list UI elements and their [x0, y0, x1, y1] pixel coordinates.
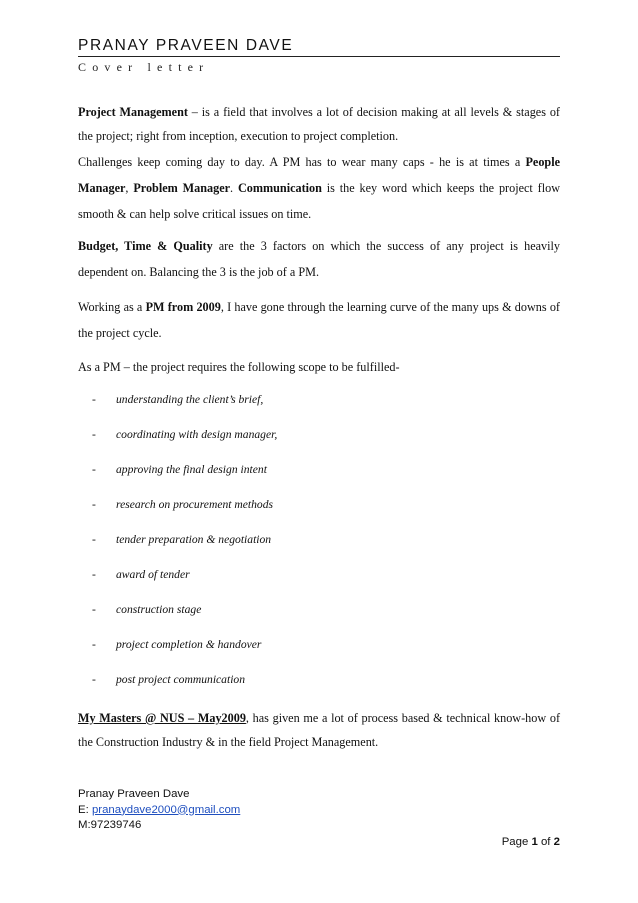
list-item — [92, 533, 271, 546]
paragraph-text: , I have gone through the learning curve of the many ups & downs of the project cycle. — [78, 300, 560, 340]
list-dash: - — [92, 498, 96, 511]
page-of: of — [537, 836, 554, 848]
list-dash: - — [92, 568, 96, 581]
list-dash: - — [92, 603, 96, 616]
paragraph-text: are the 3 factors on which the success of any project is heavily dependent on. Balancing the 3 is the job of a PM. — [78, 239, 560, 279]
list-item-text: approving the final design intent — [116, 463, 267, 476]
paragraph-challenges — [78, 149, 560, 227]
list-item-text: post project communication — [116, 673, 246, 686]
list-dash: - — [92, 533, 96, 546]
footer-contact — [78, 787, 240, 834]
term-people-manager: People Manager — [78, 155, 560, 195]
list-dash: - — [92, 428, 96, 441]
list-item — [92, 428, 277, 441]
term-problem-manager: Problem Manager — [133, 181, 231, 195]
list-item — [92, 498, 273, 511]
paragraph-text: , — [125, 181, 134, 195]
list-item-text: research on procurement methods — [116, 498, 274, 511]
list-item — [92, 568, 190, 581]
paragraph-text: is the key word which keeps the project flow smooth & can help solve critical issues on time. — [78, 181, 561, 221]
paragraph-project-management — [78, 100, 560, 148]
author-name-heading: PRANAY PRAVEEN DAVE — [78, 37, 560, 57]
list-dash: - — [92, 463, 96, 476]
list-item — [92, 638, 261, 651]
list-item-text: project completion & handover — [116, 638, 262, 651]
term-budget-time-quality: Budget, Time & Quality — [78, 239, 213, 253]
page-total: 2 — [553, 836, 560, 848]
term-communication: Communication — [237, 181, 322, 195]
page-label: Page — [501, 836, 532, 848]
footer-mobile: M:97239746 — [78, 819, 142, 831]
list-item-text: construction stage — [116, 603, 202, 616]
footer-email-label: E: — [78, 803, 92, 816]
footer-name: Pranay Praveen Dave — [78, 788, 190, 800]
page-current: 1 — [531, 836, 538, 848]
paragraph-scope-intro: As a PM – the project requires the following scope to be fulfilled- — [78, 360, 400, 374]
footer-email-line — [78, 803, 240, 819]
paragraph-working-as-pm — [78, 294, 560, 346]
paragraph-budget-time-quality — [78, 233, 560, 285]
list-item-text: coordinating with design manager, — [116, 428, 278, 441]
paragraph-masters — [78, 706, 560, 754]
paragraph-text: Challenges keep coming day to day. A PM has to wear many caps - he is at times a — [78, 155, 526, 169]
term-masters-nus: My Masters @ NUS – May2009 — [78, 711, 246, 725]
term-pm-from-2009: PM from 2009 — [145, 300, 221, 314]
list-dash: - — [92, 393, 96, 406]
paragraph-text: – is a field that involves a lot of decision making at all levels & stages of the project; right from inception, execution to project completion. — [78, 105, 560, 143]
list-item-text: award of tender — [116, 568, 190, 581]
paragraph-text: . — [230, 181, 238, 195]
list-dash: - — [92, 673, 96, 686]
list-item-text: understanding the client’s brief, — [116, 393, 264, 406]
paragraph-text: , has given me a lot of process based & technical know-how of the Construction Industry & in the field Project Management. — [78, 711, 561, 749]
page-number — [502, 836, 560, 848]
list-item — [92, 463, 267, 476]
list-item-text: tender preparation & negotiation — [116, 533, 272, 546]
term-project-management: Project Management — [78, 105, 188, 119]
list-item — [92, 393, 263, 406]
paragraph-text: Working as a — [78, 300, 146, 314]
list-dash: - — [92, 638, 96, 651]
list-item — [92, 673, 245, 686]
email-link[interactable]: pranaydave2000@gmail.com — [91, 803, 241, 816]
document-subtitle: Cover letter — [78, 60, 210, 74]
list-item — [92, 603, 201, 616]
